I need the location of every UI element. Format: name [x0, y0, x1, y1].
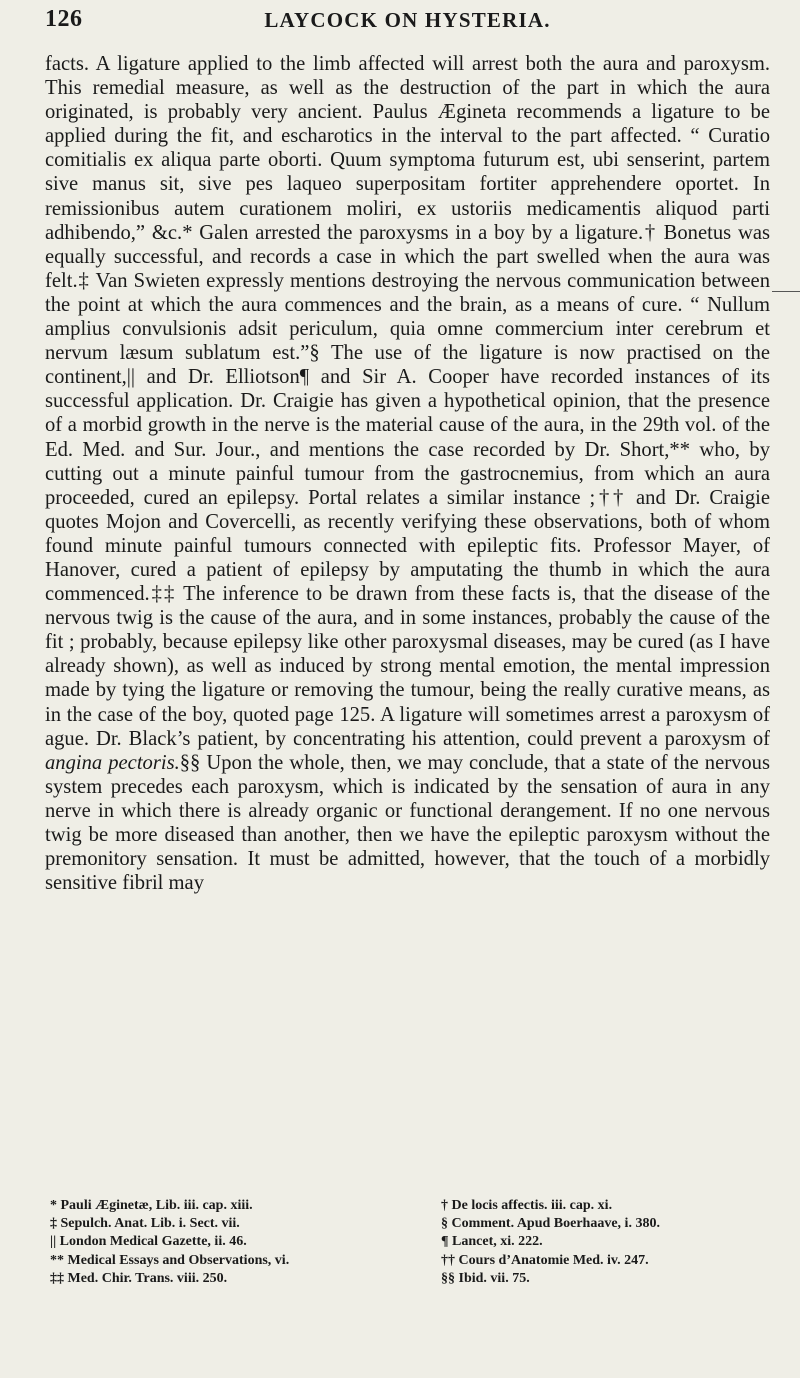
body-text [45, 52, 770, 895]
footnotes [50, 1197, 770, 1288]
footnote: ‡ Sepulch. Anat. Lib. i. Sect. vii. [50, 1216, 240, 1232]
footnote: ** Medical Essays and Observations, vi. [50, 1252, 290, 1268]
running-title: LAYCOCK ON HYSTERIA. [264, 8, 551, 32]
paragraph-text: facts. A ligature applied to the limb affected will arrest both the aura and paroxysm. This remedial measure, as well as the destruction of the part in which the aura originated, is probably very ancient. Paulus Æginetа recommends a ligature to be applied during the fit, and escharotics in the interval to the part affected. “ Curatio comitialis ex aliqua parte oborti. Quum symptoma futurum est, ubi senserint, partem sive manus sit, sive pes laqueo superpositam fortiter apprehendere oportet. In remissionibus autem curationem moliri, ex ustoriis medicamentis aliquod parti adhibendo,” &c.* Galen arrested the paroxysms in a boy by a ligature.† Bonetus was equally successful, and records a case in which the part swelled when the aura was felt.‡ Van Swieten expressly mentions destroying the nervous communication between the point at which the aura commences and the brain, as a means of cure. “ Nullum amplius convulsionis adsit periculum, quia omne commercium inter cerebrum et nervum læsum sublatum est.”§ The use of the ligature is now practised on the continent,|| and Dr. Elliotson¶ and Sir A. Cooper have recorded instances of its successful application. Dr. Craigie has given a hypothetical opinion, that the presence of a morbid growth in the nerve is the material cause of the aura, in the 29th vol. of the Ed. Med. and Sur. Jour., and mentions the case recorded by Dr. Short,** who, by cutting out a minute painful tumour from the gastrocnemius, from which an aura proceeded, cured an epilepsy. Portal relates a similar instance ;†† and Dr. Craigie quotes Mojon and Covercelli, as recently verifying these observations, both of whom found minute painful tumours connected with epileptic fits. Professor Mayer, of Hanover, cured a patient of epilepsy by amputating the thumb in which the aura commenced.‡‡ The inference to be drawn from these facts is, that the disease of the nervous twig is the cause of the aura, and in some instances, probably the cause of the fit ; probably, because epilepsy like other paroxysmal diseases, may be cured (as I have already shown), as well as induced by strong mental emotion, the mental impression made by tying the ligature or removing the tumour, being the really curative means, as in the case of the boy, quoted page 125. A ligature will sometimes arrest a paroxysm of ague. Dr. Black’s patient, by concentrating his attention, could prevent a paroxysm of [45, 53, 770, 750]
footnote: ¶ Lancet, xi. 222. [441, 1234, 543, 1250]
footnote-row [50, 1270, 770, 1288]
footnote: § Comment. Apud Boerhaave, i. 380. [441, 1216, 660, 1232]
footnote-row [50, 1233, 770, 1251]
footnote: † De locis affectis. iii. cap. xi. [441, 1198, 613, 1213]
margin-mark [772, 291, 800, 292]
italic-term: angina pectoris. [45, 751, 180, 774]
footnote: †† Cours d’Anatomie Med. iv. 247. [441, 1252, 649, 1268]
footnote-row [50, 1197, 770, 1215]
footnote: §§ Ibid. vii. 75. [441, 1270, 530, 1286]
paragraph-end: §§ Upon the whole, then, we may conclude, that a state of the nervous system precedes each paroxysm, which is indicated by the sensation of aura in any nerve in which there is already organic or functional derangement. If no one nervous twig be more diseased than another, then we have the epileptic paroxysm without the premonitory sensation. It must be admitted, however, that the touch of a morbidly sensitive fibril may [45, 751, 770, 895]
main-paragraph [45, 52, 770, 895]
page-header [45, 6, 770, 38]
footnote-row [50, 1215, 770, 1233]
page-number: 126 [45, 6, 83, 32]
footnote: * Pauli Æginetæ, Lib. iii. cap. xiii. [50, 1198, 253, 1213]
footnote: || London Medical Gazette, ii. 46. [50, 1234, 247, 1250]
footnote: ‡‡ Med. Chir. Trans. viii. 250. [50, 1270, 228, 1286]
footnote-row [50, 1252, 770, 1270]
